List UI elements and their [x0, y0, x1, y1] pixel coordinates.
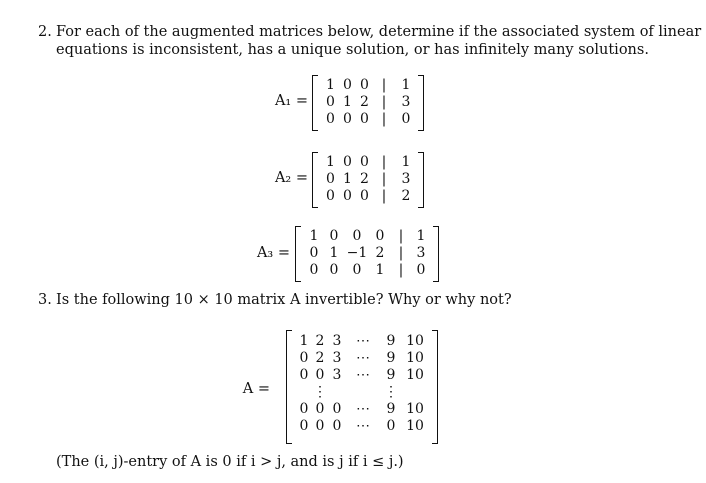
matrix-row	[322, 94, 417, 111]
matrix-entry: 9	[386, 401, 396, 417]
matrix-row	[296, 401, 428, 418]
matrix-a1-grid	[322, 77, 417, 128]
augment-separator: |	[381, 77, 387, 93]
matrix-entry: 10	[406, 401, 424, 417]
matrix-a2-grid	[322, 154, 417, 205]
matrix-row	[305, 228, 431, 245]
problem-3-number: 3.	[38, 292, 52, 308]
matrix-entry: 1	[343, 94, 352, 110]
matrix-row	[322, 77, 417, 94]
matrix-entry: 2	[401, 188, 411, 204]
matrix-entry: ⋮	[384, 384, 398, 400]
matrix-a1	[312, 75, 424, 131]
matrix-entry: 1	[416, 228, 426, 244]
matrix-entry: 0	[326, 111, 335, 127]
matrix-entry: 0	[315, 418, 325, 434]
matrix-row	[322, 111, 417, 128]
matrix-entry: 0	[326, 94, 335, 110]
matrix-entry: 9	[386, 333, 396, 349]
matrix-entry: ⋯	[356, 350, 370, 366]
matrix-entry: 0	[375, 228, 385, 244]
matrix-entry: 10	[406, 418, 424, 434]
matrix-entry: 10	[406, 333, 424, 349]
matrix-entry: 0	[326, 171, 335, 187]
matrix-row	[296, 350, 428, 367]
matrix-entry	[402, 384, 428, 401]
matrix-entry: 2	[375, 245, 385, 261]
matrix-entry: −1	[346, 245, 368, 261]
matrix-entry: 3	[401, 171, 411, 187]
matrix-entry: 3	[332, 350, 342, 366]
matrix-entry: 0	[343, 111, 352, 127]
augment-separator: |	[381, 94, 387, 110]
problem-3-note: (The (i, j)-entry of A is 0 if i > j, and is j if i ≤ j.)	[56, 454, 404, 470]
matrix-entry: 0	[416, 262, 426, 278]
matrix-entry: 2	[360, 94, 369, 110]
matrix-row	[305, 245, 431, 262]
problem-3-text: Is the following 10 × 10 matrix A invertible? Why or why not?	[56, 292, 512, 308]
matrix-entry: ⋯	[356, 418, 370, 434]
matrix-entry: 0	[315, 367, 325, 383]
matrix-row	[296, 333, 428, 350]
matrix-a2	[312, 152, 424, 208]
matrix-entry: 1	[326, 77, 335, 93]
matrix-entry: 0	[299, 418, 309, 434]
matrix-entry: 9	[386, 367, 396, 383]
augment-separator: |	[381, 111, 387, 127]
matrix-a3	[295, 226, 439, 282]
matrix-a2-label: A₂ =	[274, 170, 308, 186]
matrix-entry	[296, 384, 312, 401]
matrix-entry: 0	[360, 154, 369, 170]
matrix-a	[286, 330, 438, 444]
matrix-entry: 0	[360, 188, 369, 204]
matrix-entry: 2	[315, 333, 325, 349]
augment-separator: |	[398, 245, 404, 261]
matrix-entry: 1	[326, 154, 335, 170]
matrix-entry: 1	[343, 171, 352, 187]
matrix-entry: 1	[375, 262, 385, 278]
matrix-row	[322, 154, 417, 171]
matrix-entry: 9	[386, 350, 396, 366]
matrix-entry: 3	[332, 333, 342, 349]
matrix-entry: 0	[299, 350, 309, 366]
matrix-entry: 0	[352, 262, 362, 278]
matrix-entry: 10	[406, 350, 424, 366]
augment-separator: |	[381, 171, 387, 187]
augment-separator: |	[381, 154, 387, 170]
matrix-entry: 0	[299, 367, 309, 383]
matrix-row	[322, 188, 417, 205]
matrix-entry: 0	[329, 228, 339, 244]
matrix-entry: 1	[299, 333, 309, 349]
matrix-entry: 0	[326, 188, 335, 204]
matrix-entry: 2	[315, 350, 325, 366]
augment-separator: |	[398, 228, 404, 244]
matrix-entry: 0	[386, 418, 396, 434]
matrix-a-grid	[296, 333, 428, 435]
matrix-entry: 2	[360, 171, 369, 187]
matrix-entry: ⋯	[356, 401, 370, 417]
matrix-entry: 3	[332, 367, 342, 383]
matrix-entry: 3	[401, 94, 411, 110]
matrix-entry: 0	[309, 245, 319, 261]
matrix-a3-label: A₃ =	[256, 245, 290, 261]
matrix-entry: 10	[406, 367, 424, 383]
matrix-entry: 0	[343, 188, 352, 204]
matrix-entry: ⋯	[356, 367, 370, 383]
matrix-row	[322, 171, 417, 188]
matrix-entry: 0	[299, 401, 309, 417]
matrix-entry: ⋯	[356, 333, 370, 349]
matrix-entry: 0	[360, 77, 369, 93]
matrix-a1-label: A₁ =	[274, 93, 308, 109]
matrix-entry: 0	[309, 262, 319, 278]
matrix-a3-grid	[305, 228, 431, 279]
matrix-entry: 0	[360, 111, 369, 127]
problem-2-text-line-1: For each of the augmented matrices below, determine if the associated system of linear	[56, 24, 702, 40]
matrix-entry	[328, 384, 346, 401]
matrix-a-label: A =	[242, 381, 270, 397]
matrix-entry: 0	[332, 418, 342, 434]
matrix-entry: 3	[416, 245, 426, 261]
matrix-row	[296, 367, 428, 384]
augment-separator: |	[381, 188, 387, 204]
matrix-entry: 1	[329, 245, 339, 261]
matrix-entry: 1	[401, 77, 411, 93]
matrix-row	[296, 418, 428, 435]
matrix-row	[305, 262, 431, 279]
problem-2-number: 2.	[38, 24, 52, 40]
matrix-entry: 0	[315, 401, 325, 417]
matrix-entry: ⋮	[313, 384, 327, 400]
matrix-entry: 0	[343, 77, 352, 93]
matrix-entry: 0	[329, 262, 339, 278]
problem-2-text-line-2: equations is inconsistent, has a unique solution, or has infinitely many solutions.	[56, 42, 649, 58]
matrix-entry	[346, 384, 380, 401]
matrix-entry: 0	[343, 154, 352, 170]
matrix-entry: 1	[309, 228, 319, 244]
matrix-entry: 0	[352, 228, 362, 244]
matrix-entry: 0	[332, 401, 342, 417]
matrix-entry: 1	[401, 154, 411, 170]
matrix-row	[296, 384, 428, 401]
augment-separator: |	[398, 262, 404, 278]
matrix-entry: 0	[401, 111, 411, 127]
